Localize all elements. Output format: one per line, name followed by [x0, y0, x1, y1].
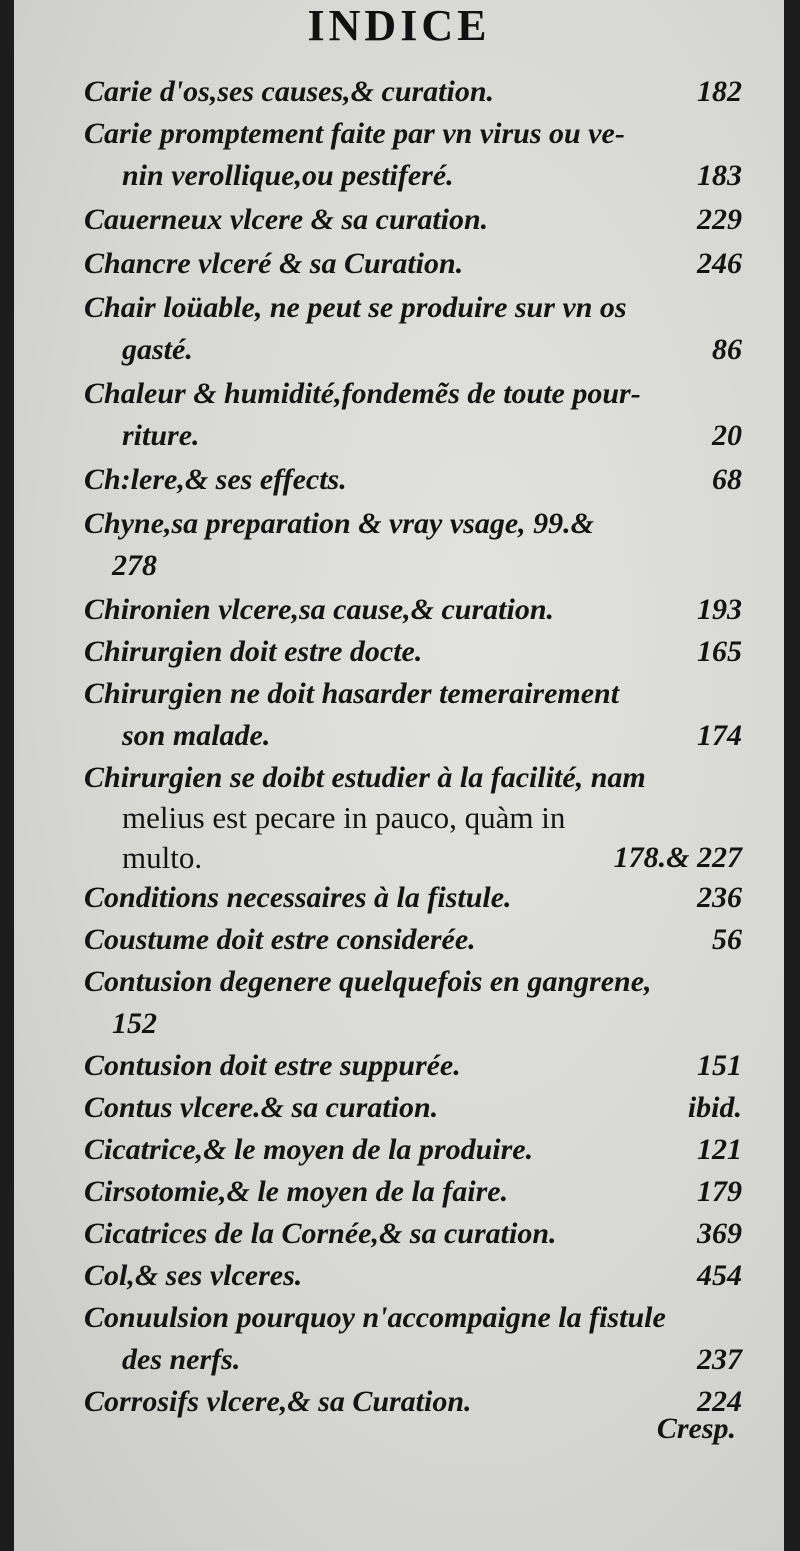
entry-text: Chironien vlcere,sa cause,& curation. [84, 593, 555, 626]
entry-text: Chirurgien ne doit hasarder temerairement [84, 677, 620, 710]
entry-text: Chaleur & humidité,fondemẽs de toute pour- [84, 377, 641, 410]
entry-text: Contusion doit estre suppurée. [84, 1049, 461, 1082]
page-number: 20 [712, 419, 742, 452]
page-number: 121 [697, 1133, 742, 1166]
entry-text-continuation: nin verollique,ou pestiferé. [122, 159, 454, 192]
entry-text: Conditions necessaires à la fistule. [84, 881, 512, 914]
page-number: 179 [697, 1175, 742, 1208]
entry-text: Cauerneux vlcere & sa curation. [84, 203, 489, 236]
page-number: 68 [712, 463, 742, 496]
entry-text: Cicatrice,& le moyen de la produire. [84, 1133, 534, 1166]
entry-text: Chirurgien se doibt estudier à la facilité, nam [84, 761, 646, 794]
page-number: 229 [697, 203, 742, 236]
entry-text-continuation: gasté. [122, 333, 193, 366]
entry-text: Ch:lere,& ses effects. [84, 463, 347, 496]
entry-text: Cirsotomie,& le moyen de la faire. [84, 1175, 509, 1208]
page-number: 183 [697, 159, 742, 192]
entry-text-continuation: son malade. [122, 719, 271, 752]
page-number: 165 [697, 635, 742, 668]
page-number: 178.& 227 [613, 841, 742, 874]
page-number: 56 [712, 923, 742, 956]
catchword: Cresp. [656, 1412, 736, 1445]
page-number: 236 [697, 881, 742, 914]
entry-text-continuation: 152 [112, 1007, 157, 1040]
page-number: 193 [697, 593, 742, 626]
entry-text-continuation: riture. [122, 419, 200, 452]
entry-text: Chair loüable, ne peut se produire sur vn os [84, 291, 627, 324]
page-number: 182 [697, 75, 742, 108]
page-number: 237 [697, 1343, 742, 1376]
page-number: 174 [697, 719, 742, 752]
page-title: INDICE [307, 1, 491, 50]
page-number: 224 [697, 1385, 742, 1418]
page-number: 246 [697, 247, 742, 280]
entry-text-continuation: multo. [122, 840, 203, 875]
entry-text: Carie d'os,ses causes,& curation. [84, 75, 495, 108]
entry-text: Cicatrices de la Cornée,& sa curation. [84, 1217, 557, 1250]
page-number: 369 [697, 1217, 742, 1250]
entry-text: Conuulsion pourquoy n'accompaigne la fistule [84, 1301, 666, 1334]
page-number: 454 [697, 1259, 742, 1292]
entry-text-continuation: des nerfs. [122, 1343, 241, 1376]
entry-text: Chancre vlceré & sa Curation. [84, 247, 464, 280]
entry-text: Contus vlcere.& sa curation. [84, 1091, 439, 1124]
page-number: 86 [712, 333, 742, 366]
entry-text: Chirurgien doit estre docte. [84, 635, 423, 668]
entry-text: Corrosifs vlcere,& sa Curation. [84, 1385, 472, 1418]
entry-text-continuation: melius est pecare in pauco, quàm in [122, 800, 566, 835]
page-number: 151 [697, 1049, 742, 1082]
entry-text: Chyne,sa preparation & vray vsage, 99.& [84, 507, 594, 540]
book-page [14, 0, 784, 1551]
entry-text: Contusion degenere quelquefois en gangrene, [84, 965, 652, 998]
entry-text: Carie promptement faite par vn virus ou ve- [84, 117, 625, 150]
entry-text-continuation: 278 [112, 549, 157, 582]
page-number: ibid. [687, 1091, 742, 1124]
entry-text: Coustume doit estre considerée. [84, 923, 476, 956]
entry-text: Col,& ses vlceres. [84, 1259, 303, 1292]
